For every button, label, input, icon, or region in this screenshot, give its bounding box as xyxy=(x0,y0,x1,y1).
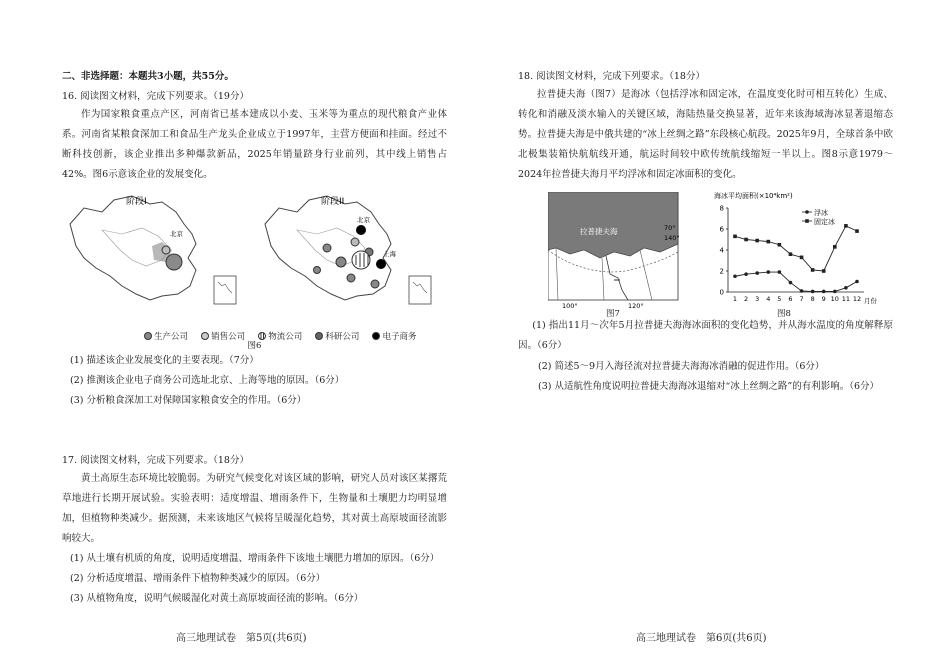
point-fast-ice xyxy=(778,243,782,247)
map2-label: 阶段II xyxy=(321,197,345,207)
y-tick-label: 8 xyxy=(719,204,724,213)
x-tick-label: 1 xyxy=(732,295,738,303)
legend-fast-ice-marker xyxy=(805,219,809,223)
point-floating-ice xyxy=(755,271,759,275)
point-floating-ice xyxy=(733,274,737,278)
chart-ylabel: 海冰平均面积(×10⁴km²) xyxy=(714,192,793,200)
q17-subq2: (2) 分析适度增温、增雨条件下植物种类减少的原因。（6分） xyxy=(70,573,326,584)
map-lon-e-label: 140° xyxy=(664,234,680,242)
figure7-map xyxy=(548,192,688,310)
series-line-floating-ice xyxy=(735,272,857,291)
point-fast-ice xyxy=(733,235,737,239)
x-tick-label: 10 xyxy=(830,295,839,303)
map1-city-beijing: 北京 xyxy=(170,230,183,238)
y-tick-label: 4 xyxy=(719,246,724,255)
map-sea-label: 拉普捷夫海 xyxy=(580,227,618,236)
point-fast-ice xyxy=(833,245,837,249)
q18-material: 拉普捷夫海（图7）是海冰（包括浮冰和固定冰，在温度变化时可相互转化）生成、转化和消融及淡水输入的关键区域，海陆热量交换显著，近年来该海域海冰显著退缩态势。拉普捷夫海是中俄共建的“冰上丝绸之路”东段核心航段。2025年9月，全球首条中欧北极集装箱快航航线开通，航运时间较中欧传统航线缩短一半以上。图8示意1979～2024年拉普捷夫海月平均浮冰和固定冰面积的变化。 xyxy=(518,89,893,180)
point-floating-ice xyxy=(800,289,804,293)
q18-subq3: (3) 从适航性角度说明拉普捷夫海海冰退缩对“冰上丝绸之路”的有利影响。（6分） xyxy=(538,381,879,392)
point-fast-ice xyxy=(755,239,759,243)
q16-subq3: (3) 分析粮食深加工对保障国家粮食安全的作用。（6分） xyxy=(70,395,307,406)
legend-ecommerce: 电子商务 xyxy=(372,330,416,342)
q18-subq2: (2) 简述5～9月入海径流对拉普捷夫海海冰消融的促进作用。（6分） xyxy=(538,361,825,372)
chart-y-ticks xyxy=(720,205,728,297)
figure8-caption: 图8 xyxy=(777,309,791,319)
x-tick-label: 11 xyxy=(841,295,851,303)
chart-legend xyxy=(802,208,835,226)
point-fast-ice xyxy=(789,252,793,256)
map2-ecommerce-beijing xyxy=(356,225,366,235)
legend-logistics: 物流公司 xyxy=(258,330,302,342)
q17-subq3: (3) 从植物角度，说明气候暖湿化对黄土高原坡面径流的影响。（6分） xyxy=(70,593,364,604)
y-tick-label: 0 xyxy=(719,288,724,297)
point-fast-ice xyxy=(744,238,748,242)
map1-inset xyxy=(214,276,236,304)
x-tick-label: 3 xyxy=(755,295,760,303)
point-floating-ice xyxy=(844,286,848,290)
point-floating-ice xyxy=(833,290,837,294)
point-fast-ice xyxy=(844,224,848,228)
figure6-caption: 图6 xyxy=(247,341,262,351)
x-tick-label: 5 xyxy=(777,295,782,303)
chart-xlabel: 月份 xyxy=(864,297,877,305)
map2-city-shanghai: 上海 xyxy=(383,250,396,258)
map2-logistics-marker xyxy=(352,251,370,269)
x-tick-label: 2 xyxy=(744,295,749,303)
map-lat-label: 70° xyxy=(664,224,676,232)
map1-label: 阶段I xyxy=(126,197,147,207)
section-title: 二、非选择题：本题共3小题，共55分。 xyxy=(62,71,234,82)
point-fast-ice xyxy=(811,268,815,272)
figure6-maps xyxy=(62,190,447,320)
map2-inset xyxy=(409,276,431,304)
legend-sales: 销售公司 xyxy=(201,330,245,342)
figure7-caption: 图7 xyxy=(606,309,620,319)
point-floating-ice xyxy=(789,281,793,285)
x-tick-label: 12 xyxy=(852,295,862,303)
y-tick-label: 6 xyxy=(719,225,724,234)
point-floating-ice xyxy=(811,290,815,294)
x-tick-label: 8 xyxy=(810,295,815,303)
x-tick-label: 4 xyxy=(766,295,771,303)
q16-material: 作为国家粮食重点产区，河南省已基本建成以小麦、玉米等为重点的现代粮食产业体系。河南省某粮食深加工和食品生产龙头企业成立于1997年，主营方便面和挂面。经过不断科技创新，该企业推出多种爆款新品，2025年销量跻身行业前列，其中线上销售占42%。图6示意该企业的发展变化。 xyxy=(62,109,447,180)
chart-series xyxy=(733,224,859,293)
y-tick-label: 2 xyxy=(719,267,724,276)
point-floating-ice xyxy=(855,280,859,284)
q18-header: 18. 阅读图文材料，完成下列要求。（18分） xyxy=(518,71,705,82)
map-sea-area xyxy=(548,192,678,258)
point-floating-ice xyxy=(766,270,770,274)
right-footer: 高三地理试卷 第6页(共6页) xyxy=(636,633,767,644)
point-fast-ice xyxy=(855,229,859,233)
legend-research: 科研公司 xyxy=(315,330,359,342)
q16-subq2: (2) 推测该企业电子商务公司选址北京、上海等地的原因。（6分） xyxy=(70,375,345,386)
q17-header: 17. 阅读图文材料，完成下列要求。（18分） xyxy=(62,455,249,466)
q17-subq1: (1) 从土壤有机质的角度，说明适度增温、增雨条件下该地土壤肥力增加的原因。（6分） xyxy=(70,553,440,564)
x-tick-label: 7 xyxy=(799,295,804,303)
x-tick-label: 9 xyxy=(821,295,826,303)
series-line-fast-ice xyxy=(735,226,857,271)
legend-floating-ice: 浮冰 xyxy=(814,209,828,217)
map-stage-2 xyxy=(265,196,431,304)
chart-x-ticks xyxy=(733,295,861,303)
point-floating-ice xyxy=(744,272,748,276)
x-tick-label: 6 xyxy=(788,295,793,303)
legend-production: 生产公司 xyxy=(144,330,188,342)
point-fast-ice xyxy=(800,256,804,260)
figure8-chart xyxy=(714,186,884,310)
map2-city-beijing: 北京 xyxy=(357,216,370,224)
point-fast-ice xyxy=(766,240,770,244)
legend-fast-ice: 固定冰 xyxy=(814,218,835,226)
map-lon-120: 120° xyxy=(628,302,644,310)
map-stage-1 xyxy=(70,196,236,304)
point-fast-ice xyxy=(822,269,826,273)
map1-production-marker xyxy=(166,254,182,270)
legend-floating-ice-marker xyxy=(805,210,809,214)
q16-header: 16. 阅读图文材料，完成下列要求。（19分） xyxy=(62,91,249,102)
q16-subq1: (1) 描述该企业发展变化的主要表现。（7分） xyxy=(70,355,259,366)
point-floating-ice xyxy=(778,270,782,274)
q18-subq1: (1) 指出11月～次年5月拉普捷夫海海冰面积的变化趋势，并从海水温度的角度解释原因。（6分） xyxy=(518,320,893,351)
q17-material: 黄土高原生态环境比较脆弱。为研究气候变化对该区域的影响，研究人员对该区某撂荒草地进行长期开展试验。实验表明：适度增温、增雨条件下，生物量和土壤肥力均明显增加，但植物种类减少。据预测，未来该地区气候将呈暖湿化趋势，其对黄土高原坡面径流影响较大。 xyxy=(62,473,447,544)
left-footer: 高三地理试卷 第5页(共6页) xyxy=(176,633,307,644)
map2-ecommerce-shanghai xyxy=(376,259,386,269)
map-lon-100: 100° xyxy=(562,302,578,310)
point-floating-ice xyxy=(822,290,826,294)
